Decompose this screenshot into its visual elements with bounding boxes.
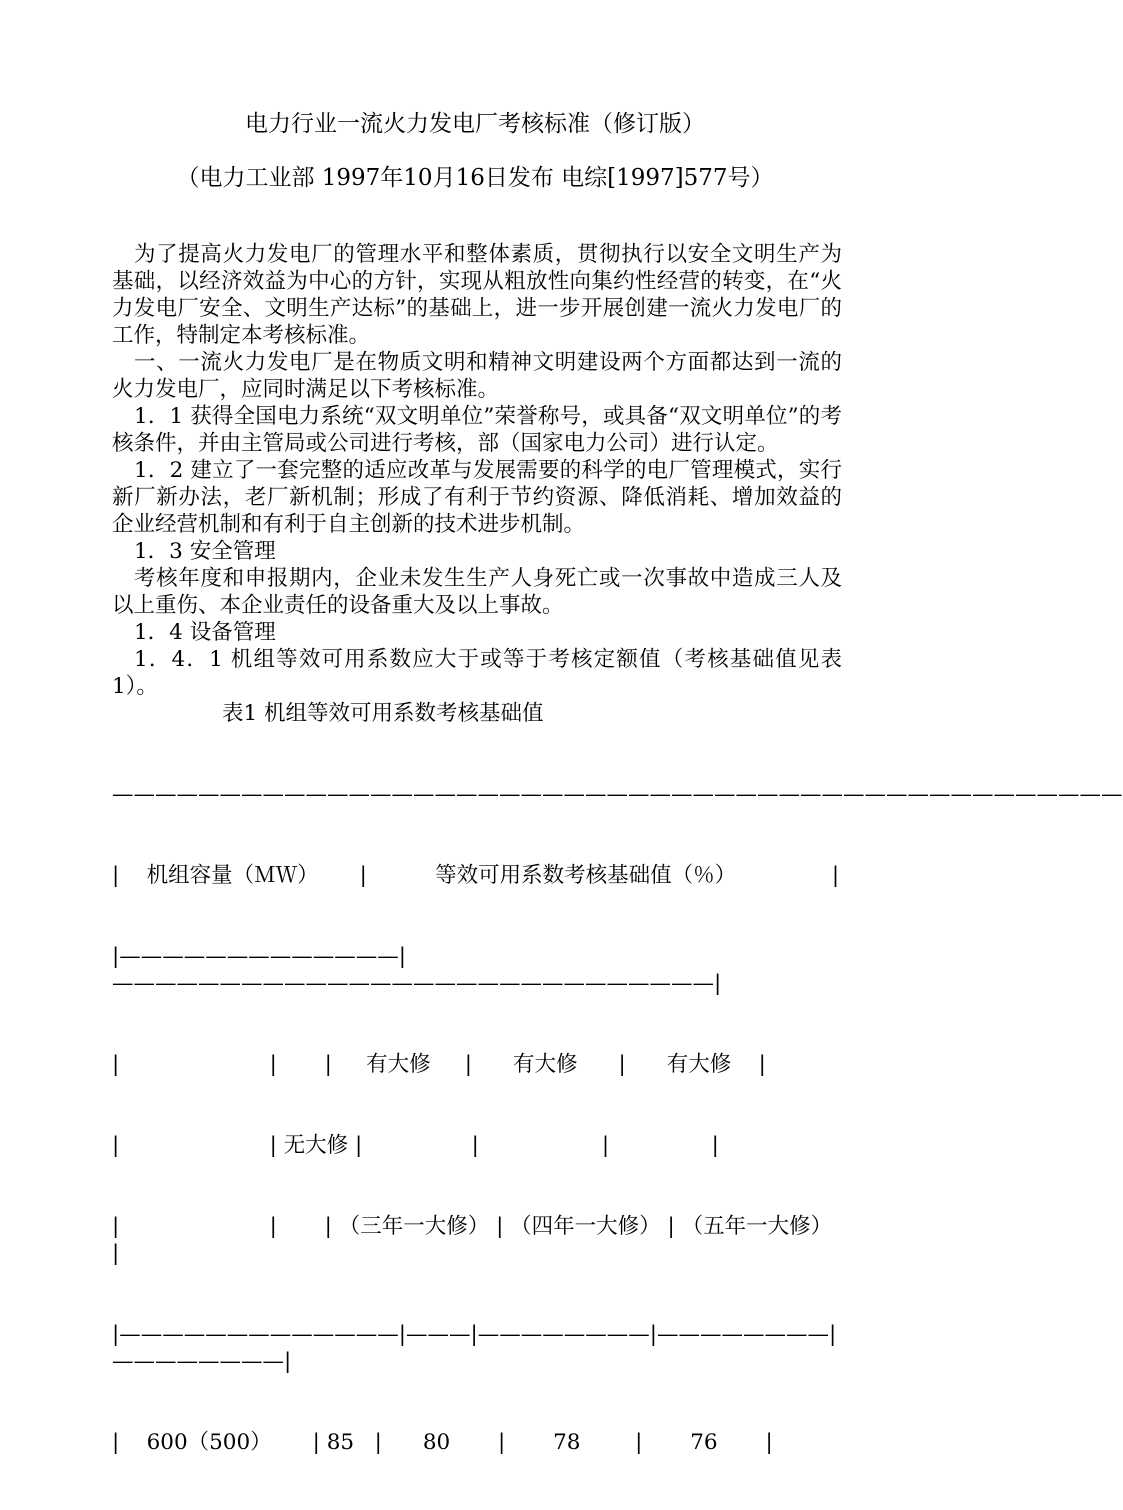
section-1-paragraph: 一、一流火力发电厂是在物质文明和精神文明建设两个方面都达到一流的火力发电厂，应同时满足以下考核标准。 — [112, 350, 842, 402]
clause-1-3-text: 考核年度和申报期内，企业未发生生产人身死亡或一次事故中造成三人及以上重伤、本企业责任的设备重大及以上事故。 — [112, 566, 842, 618]
table-line: | 机组容量（ＭＷ） | 等效可用系数考核基础值（％） | — [112, 863, 840, 888]
intro-paragraph: 为了提高火力发电厂的管理水平和整体素质，贯彻执行以安全文明生产为基础，以经济效益为中心的方针，实现从粗放性向集约性经营的转变，在“火力发电厂安全、文明生产达标”的基础上，进一步开展创建一流火力发电厂的工作，特制定本考核标准。 — [112, 242, 842, 348]
clause-1-1: 1．1 获得全国电力系统“双文明单位”荣誉称号，或具备“双文明单位”的考核条件，并由主管局或公司进行考核，部（国家电力公司）进行认定。 — [112, 404, 842, 456]
table-line: | | 无大修 | | | | — [112, 1133, 719, 1158]
text-table — [112, 727, 1123, 1510]
clause-1-3-heading: 1．3 安全管理 — [134, 539, 276, 564]
clause-1-2: 1．2 建立了一套完整的适应改革与发展需要的科学的电厂管理模式，实行新厂新办法，老厂新机制；形成了有利于节约资源、降低消耗、增加效益的企业经营机制和有利于自主创新的技术进步机制。 — [112, 458, 842, 537]
table-line: | 600（500） | 85 | 80 | 78 | 76 | — [112, 1430, 773, 1455]
clause-1-4-heading: 1．4 设备管理 — [134, 620, 276, 645]
table-line: | | | （三年一大修） | （四年一大修） | （五年一大修） | — [112, 1214, 839, 1266]
table-line: |—————————————|———|————————|————————|————————| — [112, 1322, 837, 1374]
table-line: | | | 有大修 | 有大修 | 有大修 | — [112, 1052, 766, 1077]
document-body — [112, 241, 1123, 1510]
clause-1-4-1: 1．4．1 机组等效可用系数应大于或等于考核定额值（考核基础值见表1）。 — [112, 647, 842, 699]
table-line: |—————————————|————————————————————————————| — [112, 944, 722, 996]
table-line: ——————————————————————————————————————————————— — [112, 782, 1123, 807]
document-subtitle: （电力工业部 1997年10月16日发布 电综[1997]577号） — [176, 165, 774, 191]
document-title: 电力行业一流火力发电厂考核标准（修订版） — [245, 111, 705, 137]
table-caption: 表1 机组等效可用系数考核基础值 — [222, 701, 544, 726]
